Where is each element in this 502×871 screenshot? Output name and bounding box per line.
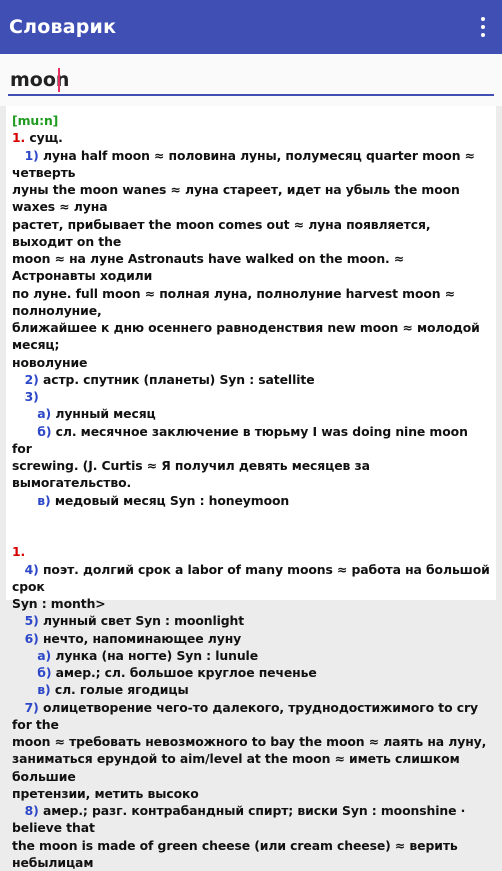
entry-line [12, 612, 491, 629]
entry-line [12, 457, 491, 492]
entry-line [12, 664, 491, 681]
entry-line [12, 699, 491, 734]
entry-text: moon ≈ на луне Astronauts have walked on the moon. ≈ Астронавты ходили [12, 251, 408, 283]
entry-text: луны the moon wanes ≈ луна стареет, идет на убыль the moon waxes ≈ луна [12, 182, 464, 214]
entry-text: лунный свет Syn : moonlight [39, 613, 244, 628]
entry-text: screwing. (J. Curtis ≈ Я получил девять месяцев за вымогательство. [12, 458, 374, 490]
entry-line [12, 733, 491, 750]
entry-line [12, 250, 491, 285]
entry-line [12, 147, 491, 182]
sense-number: 7) [12, 700, 39, 715]
sense-number: 5) [12, 613, 39, 628]
app-title: Словарик [9, 16, 116, 38]
menu-dot [481, 33, 485, 37]
entry-line [12, 647, 491, 664]
search-input[interactable] [8, 66, 494, 96]
entry-text: растет, прибывает the moon comes out ≈ луна появляется, выходит on the [12, 217, 435, 249]
sense-number: 3) [12, 389, 39, 404]
entry-line [12, 595, 491, 612]
entry-text: астр. спутник (планеты) Syn : satellite [39, 372, 315, 387]
search-bar [0, 54, 502, 106]
entry-text: претензии, метить высоко [12, 786, 199, 801]
entry-text: нечто, напоминающее луну [39, 631, 241, 646]
entry-text: заниматься ерундой to aim/level at the moon ≈ иметь слишком большие [12, 751, 464, 783]
entry-line [12, 543, 491, 560]
entry-line [12, 285, 491, 320]
sense-number: в) [12, 682, 51, 697]
entry-text: сущ. [25, 130, 63, 145]
entry-text: луна half moon ≈ половина луны, полумесяц quarter moon ≈ четверть [12, 148, 479, 180]
entry-text: ближайшее к дню осеннего равноденствия new moon ≈ молодой месяц; [12, 320, 484, 352]
entry-line [12, 405, 491, 422]
entry-line [12, 837, 491, 871]
sense-number: а) [12, 406, 51, 421]
sense-number: 4) [12, 562, 39, 577]
sense-number: 2) [12, 372, 39, 387]
entry-line [12, 319, 491, 354]
entry-text: по луне. full moon ≈ полная луна, полнолуние harvest moon ≈ полнолуние, [12, 286, 459, 318]
sense-number: б) [12, 424, 51, 439]
dictionary-entry [6, 106, 496, 600]
entry-line [12, 561, 491, 596]
app-bar [0, 0, 502, 54]
sense-number: 1. [12, 130, 25, 145]
entry-text: амер.; сл. большое круглое печенье [51, 665, 316, 680]
transcription: [mu:n] [12, 113, 58, 128]
entry-line [12, 216, 491, 251]
entry-text: moon ≈ требовать невозможного to bay the moon ≈ лаять на луну, [12, 734, 486, 749]
entry-text: the moon is made of green cheese (или cream cheese) ≈ верить небылицам [12, 838, 462, 870]
entry-line [12, 526, 491, 543]
entry-text: медовый месяц Syn : honeymoon [51, 493, 290, 508]
entry-line [12, 802, 491, 837]
entry-line [12, 509, 491, 526]
entry-line [12, 388, 491, 405]
entry-line [12, 354, 491, 371]
entry-line [12, 492, 491, 509]
entry-line [12, 630, 491, 647]
more-vert-icon[interactable] [478, 17, 488, 37]
entry-text: новолуние [12, 355, 87, 370]
sense-number: 6) [12, 631, 39, 646]
entry-text: олицетворение чего-то далекого, труднодостижимого to cry for the [12, 700, 482, 732]
text-cursor [58, 68, 60, 92]
entry-text: сл. голые ягодицы [51, 682, 189, 697]
sense-number: 1) [12, 148, 39, 163]
sense-number: 1. [12, 544, 25, 559]
sense-number: 8) [12, 803, 39, 818]
entry-line [12, 371, 491, 388]
entry-text: лунный месяц [51, 406, 156, 421]
entry-line [12, 181, 491, 216]
entry-line [12, 423, 491, 458]
entry-text: сл. месячное заключение в тюрьму I was doing nine moon for [12, 424, 472, 456]
entry-text: Syn : month> [12, 596, 106, 611]
sense-number: а) [12, 648, 51, 663]
entry-text: поэт. долгий срок a labor of many moons ≈ работа на большой срок [12, 562, 494, 594]
entry-line [12, 785, 491, 802]
sense-number: б) [12, 665, 51, 680]
entry-text: амер.; разг. контрабандный спирт; виски Syn : moonshine · believe that [12, 803, 469, 835]
menu-dot [481, 25, 485, 29]
entry-text: лунка (на ногте) Syn : lunule [51, 648, 258, 663]
entry-line [12, 750, 491, 785]
sense-number: в) [12, 493, 51, 508]
entry-line [12, 681, 491, 698]
entry-line [12, 129, 491, 146]
menu-dot [481, 17, 485, 21]
entry-line [12, 112, 491, 129]
